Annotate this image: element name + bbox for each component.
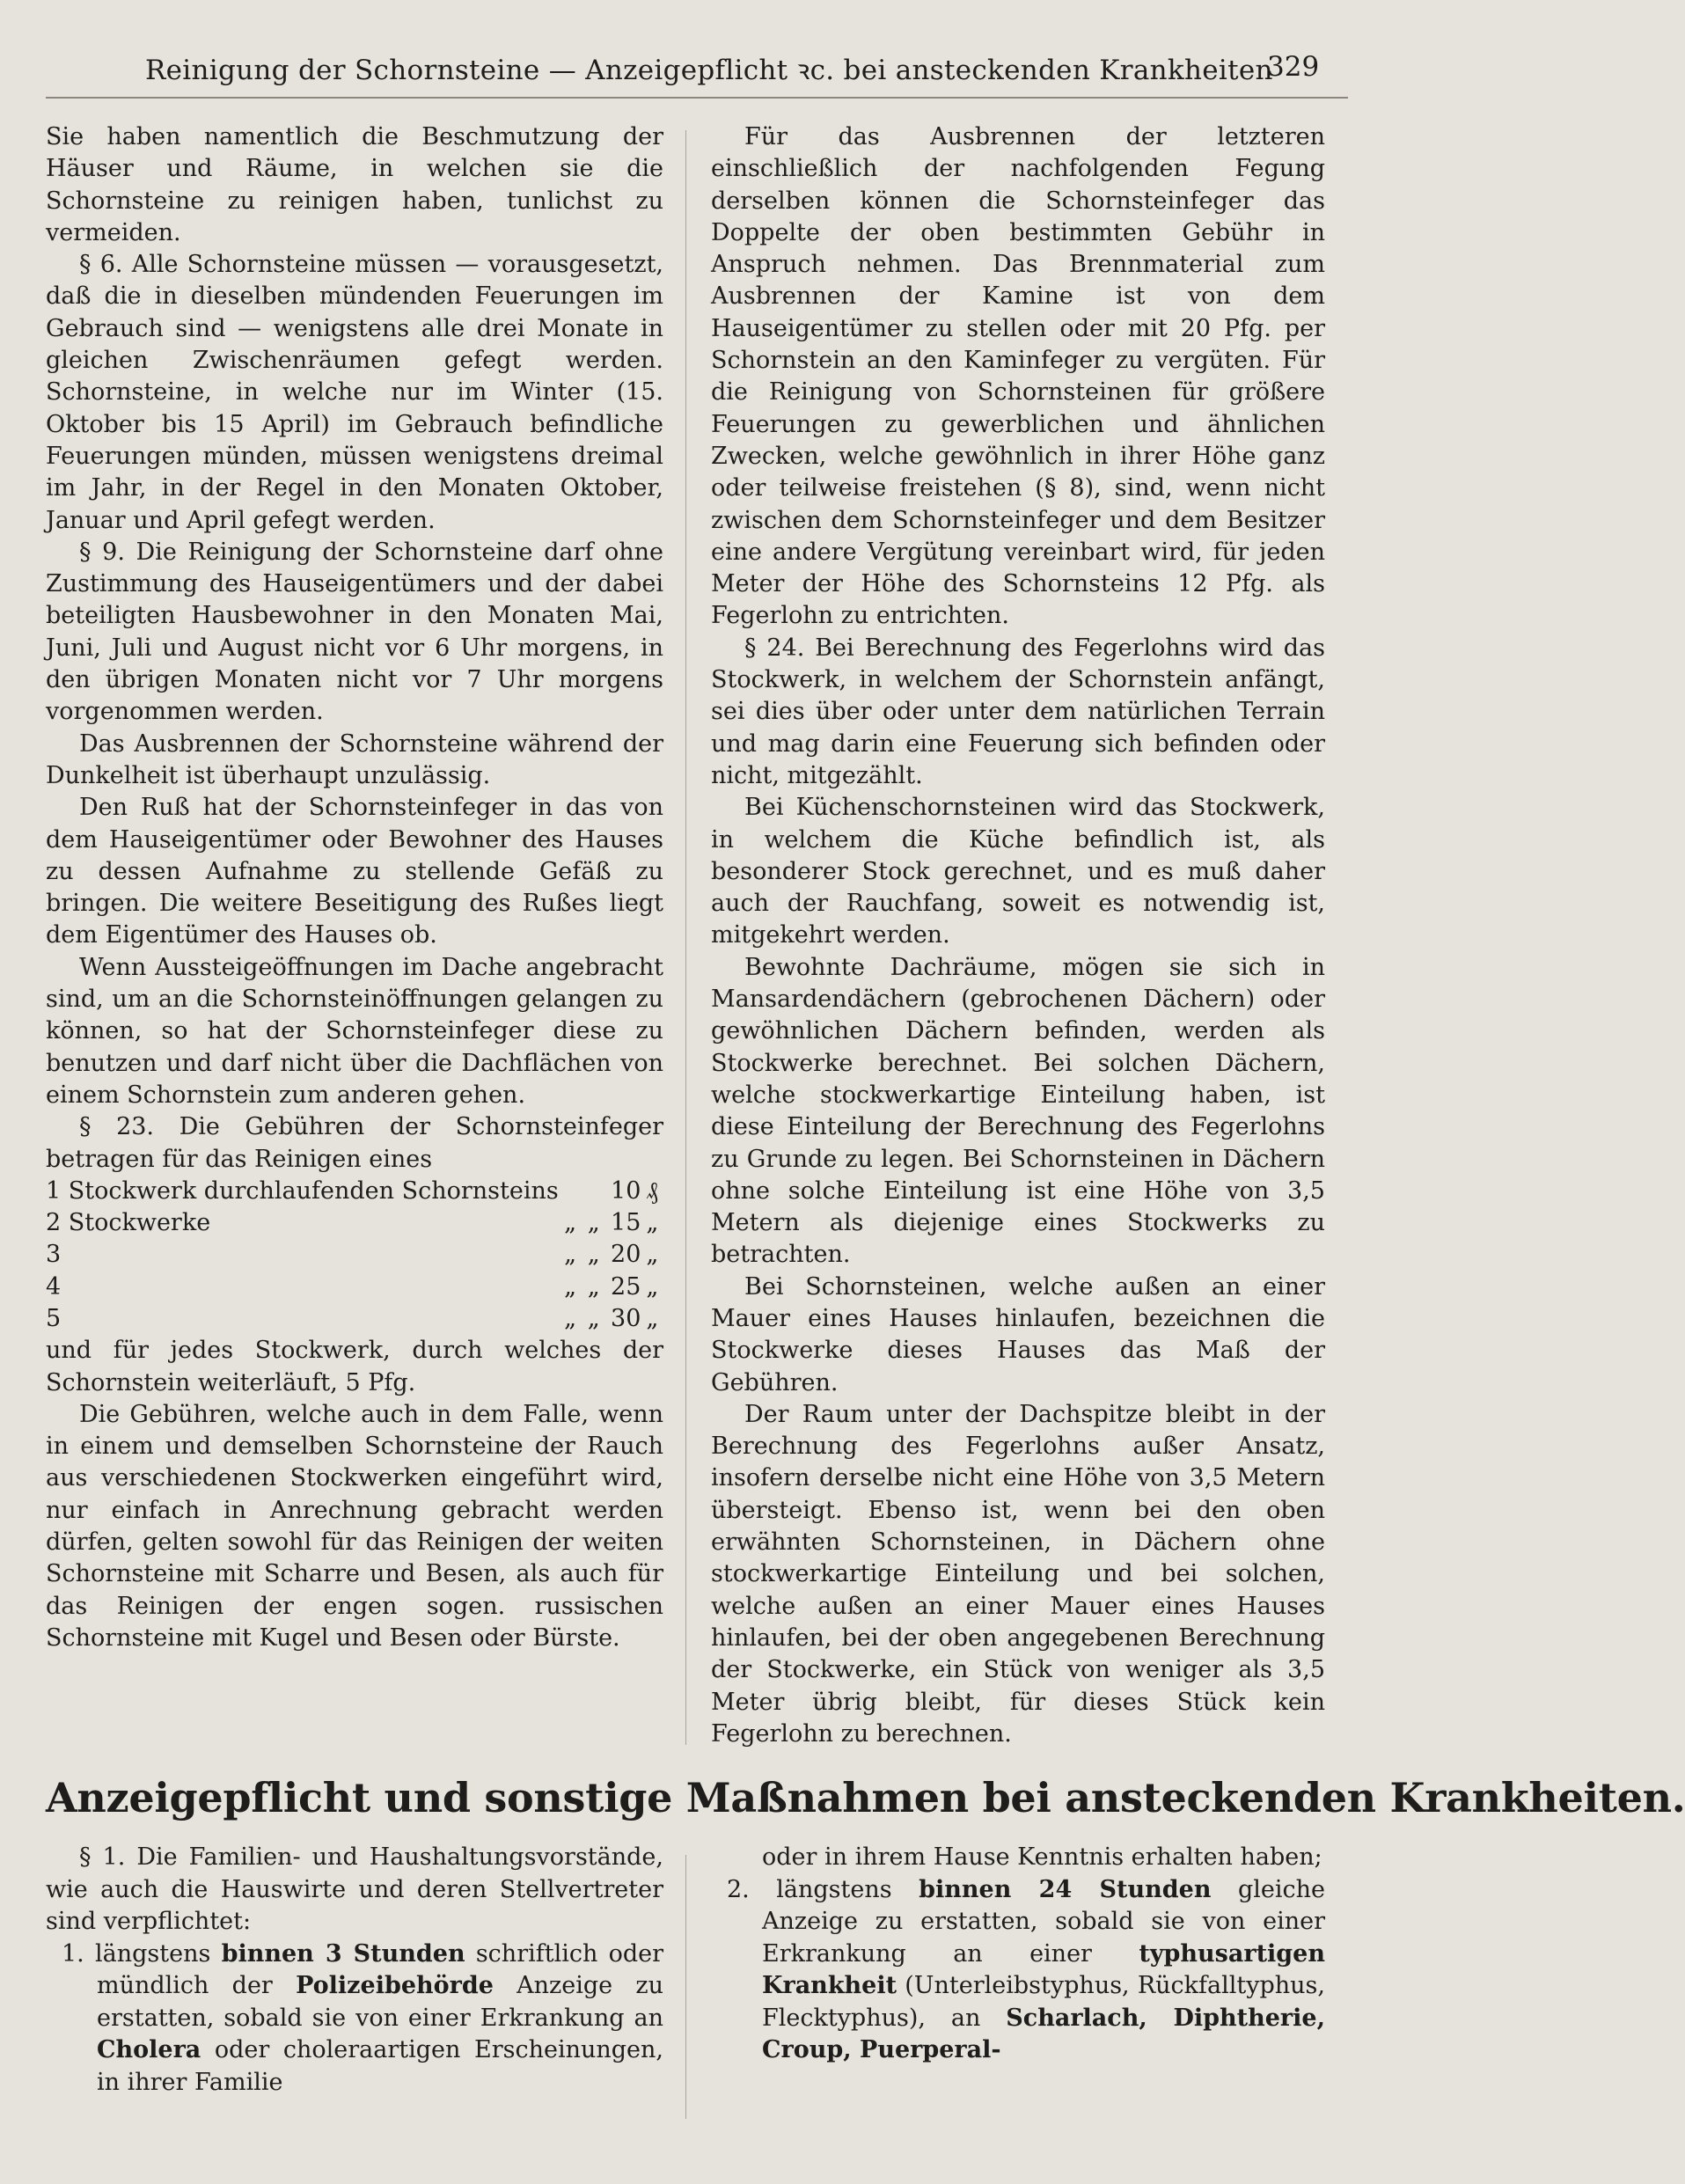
fee-row	[46, 1272, 663, 1303]
ditto-mark	[559, 1176, 582, 1207]
fee-amount: 20	[611, 1241, 641, 1269]
paragraph-section-24: § 24. Bei Berechnung des Fegerlohns wird das Stockwerk, in welchem der Schornstein anfängt, sei dies über oder unter dem natürlichen Terrain und mag darin eine Feuerung sich befinden oder nicht, mitgezählt.	[711, 634, 1325, 789]
column-divider	[685, 1855, 686, 2119]
header-rule	[46, 97, 1348, 99]
emphasis: Scharlach, Diphtherie, Croup, Puerperal-	[762, 2004, 1325, 2063]
fee-row	[46, 1239, 663, 1271]
paragraph: Den Ruß hat der Schornsteinfeger in das von dem Hauseigentümer oder Bewohner des Hauses zu dessen Aufnahme zu stellende Gefäß zu bringen. Die weitere Beseitigung des Rußes liegt dem Eigentümer des Hauses ob.	[46, 794, 663, 949]
emphasis: binnen 3 Stunden	[221, 1939, 465, 1968]
right-column	[711, 121, 1325, 1750]
paragraph: Für das Ausbrennen der letzteren einschließlich der nachfolgenden Fegung derselben können die Schornsteinfeger das Doppelte der oben bestimmten Gebühr in Anspruch nehmen. Das Brennmaterial zum Ausbrennen der Kamine ist von dem Hauseigentümer zu stellen oder mit 20 Pfg. per Schornstein an den Kaminfeger zu vergüten. Für die Reinigung von Schornsteinen für größere Feuerungen zu gewerblichen und ähnlichen Zwecken, welche gewöhnlich in ihrer Höhe ganz oder teilweise freistehen (§ 8), sind, wenn nicht zwischen dem Schornsteinfeger und dem Besitzer eine andere Vergütung vereinbart wird, für jeden Meter der Höhe des Schornsteins 12 Pfg. als Fegerlohn zu entrichten.	[711, 123, 1325, 630]
emphasis: Cholera	[97, 2036, 201, 2063]
fee-table	[46, 1176, 663, 1335]
fee-label: 2 Stockwerke	[46, 1209, 211, 1237]
page-number: 329	[1267, 51, 1320, 83]
fee-unit: „	[646, 1304, 659, 1332]
left-column	[46, 121, 663, 1654]
item-text: längstens	[95, 1939, 222, 1968]
fee-row	[46, 1176, 663, 1207]
ditto-mark: „	[587, 1272, 600, 1301]
fee-amount: 10	[611, 1176, 641, 1205]
paragraph: Die Gebühren, welche auch in dem Falle, wenn in einem und demselben Schornsteine der Rauch aus verschiedenen Stockwerken eingeführt wird, nur einfach in Anrechnung gebracht werden dürfen, gelten sowohl für das Reinigen der weiten Schornsteine mit Scharre und Besen, als auch für das Reinigen der engen sogen. russischen Schornsteine mit Kugel und Besen oder Bürste.	[46, 1400, 663, 1652]
section-right-column	[711, 1842, 1325, 2067]
item-text: längstens	[776, 1875, 919, 1903]
item-text: Anzeige zu erstatten, sobald sie von einer Erkrankung an	[97, 1972, 663, 2032]
page-header	[0, 0, 1442, 104]
ditto-mark: „	[564, 1304, 577, 1332]
paragraph: Bei Schornsteinen, welche außen an einer Mauer eines Hauses hinlaufen, bezeichnen die Stockwerke dieses Hauses das Maß der Gebühren.	[711, 1272, 1325, 1396]
fee-label: 3	[46, 1241, 62, 1269]
fee-amount: 30	[611, 1304, 641, 1332]
emphasis: binnen 24 Stunden	[919, 1875, 1212, 1903]
ditto-mark: „	[587, 1209, 600, 1237]
item-number: 1.	[62, 1939, 84, 1968]
list-item-2	[711, 1874, 1325, 2067]
ditto-mark: „	[564, 1209, 577, 1237]
paragraph-section-23: § 23. Die Gebühren der Schornsteinfeger betragen für das Reinigen eines	[46, 1113, 663, 1173]
paragraph: Bewohnte Dachräume, mögen sie sich in Mansardendächern (gebrochenen Dächern) oder gewöhnlichen Dächern befinden, werden als Stockwerke berechnet. Bei solchen Dächern, welche stockwerkartige Einteilung haben, ist diese Einteilung der Berechnung des Fegerlohns zu Grunde zu legen. Bei Schornsteinen in Dächern ohne solche Einteilung ist eine Höhe von 3,5 Metern als diejenige eines Stockwerks zu betrachten.	[711, 953, 1325, 1269]
fee-unit: „	[646, 1272, 659, 1301]
running-head: Reinigung der Schornsteine — Anzeigepflicht ꝛc. bei ansteckenden Krankheiten	[145, 55, 1273, 86]
emphasis: Polizeibehörde	[296, 1972, 494, 1999]
fee-amount: 25	[611, 1272, 641, 1301]
paragraph: Das Ausbrennen der Schornsteine während der Dunkelheit ist überhaupt unzulässig.	[46, 729, 663, 789]
fee-unit: „	[646, 1209, 659, 1237]
item-text: schriftlich oder mündlich der	[97, 1939, 664, 1999]
ditto-mark: „	[587, 1304, 600, 1332]
paragraph: Sie haben namentlich die Beschmutzung der Häuser und Räume, in welchen sie die Schornsteine zu reinigen haben, tunlichst zu vermeiden.	[46, 123, 663, 246]
section-intro: § 1. Die Familien- und Haushaltungsvorstände, wie auch die Hauswirte und deren Stellvertreter sind verpflichtet:	[46, 1843, 663, 1935]
ditto-mark: „	[587, 1241, 600, 1269]
fee-label: 4	[46, 1272, 62, 1301]
emphasis: typhusartigen Krankheit	[762, 1939, 1325, 1999]
fee-row	[46, 1303, 663, 1335]
item-text: gleiche Anzeige zu erstatten, sobald sie von einer Erkrankung an einer	[762, 1875, 1325, 1968]
list-item-1	[46, 1938, 663, 2100]
fee-label: 1 Stockwerk durchlaufenden Schornsteins	[46, 1176, 559, 1205]
item-number: 2.	[727, 1875, 750, 1903]
paragraph-section-9: § 9. Die Reinigung der Schornsteine darf ohne Zustimmung des Hauseigentümers und der dabei beteiligten Hausbewohner in den Monaten Mai, Juni, Juli und August nicht vor 6 Uhr morgens, in den übrigen Monaten nicht vor 7 Uhr morgens vorgenommen werden.	[46, 538, 663, 726]
fee-unit: „	[646, 1241, 659, 1269]
paragraph: Der Raum unter der Dachspitze bleibt in der Berechnung des Fegerlohns außer Ansatz, insofern derselbe nicht eine Höhe von 3,5 Metern übersteigt. Ebenso ist, wenn bei den oben erwähnten Schornsteinen, in Dächern ohne stockwerkartige Einteilung und bei solchen, welche außen an einer Mauer eines Hauses hinlaufen, bei der oben angegebenen Berechnung der Stockwerke, ein Stück von weniger als 3,5 Meter übrig bleibt, für dieses Stück kein Fegerlohn zu berechnen.	[711, 1400, 1325, 1748]
list-item-1-continued: oder in ihrem Hause Kenntnis erhalten haben;	[762, 1843, 1322, 1871]
item-text: (Unterleibstyphus, Rückfalltyphus, Flecktyphus), an	[762, 1972, 1325, 2032]
ditto-mark	[582, 1176, 605, 1207]
item-text: oder choleraartigen Erscheinungen, in ihrer Familie	[97, 2036, 663, 2096]
paragraph-section-6: § 6. Alle Schornsteine müssen — vorausgesetzt, daß die in dieselben mündenden Feuerungen im Gebrauch sind — wenigstens alle drei Monate in gleichen Zwischenräumen gefegt werden. Schornsteine, in welche nur im Winter (15. Oktober bis 15 April) im Gebrauch befindliche Feuerungen münden, müssen wenigstens dreimal im Jahr, in der Regel in den Monaten Oktober, Januar und April gefegt werden.	[46, 251, 663, 534]
section-heading: Anzeigepflicht und sonstige Maßnahmen bei ansteckenden Krankheiten.	[46, 1774, 1685, 1821]
fee-unit: ₰	[646, 1176, 658, 1205]
ditto-mark: „	[564, 1241, 577, 1269]
fee-label: 5	[46, 1304, 62, 1332]
fee-row	[46, 1207, 663, 1239]
paragraph: und für jedes Stockwerk, durch welches der Schornstein weiterläuft, 5 Pfg.	[46, 1337, 663, 1396]
section-left-column	[46, 1842, 663, 2099]
paragraph: Wenn Aussteigeöffnungen im Dache angebracht sind, um an die Schornsteinöffnungen gelangen zu können, so hat der Schornsteinfeger diese zu benutzen und darf nicht über die Dachflächen von einem Schornstein zum anderen gehen.	[46, 953, 663, 1109]
fee-amount: 15	[611, 1209, 641, 1237]
column-divider	[685, 130, 686, 1745]
paragraph: Bei Küchenschornsteinen wird das Stockwerk, in welchem die Küche befindlich ist, als besonderer Stock gerechnet, und es muß daher auch der Rauchfang, soweit es notwendig ist, mitgekehrt werden.	[711, 794, 1325, 949]
ditto-mark: „	[564, 1272, 577, 1301]
